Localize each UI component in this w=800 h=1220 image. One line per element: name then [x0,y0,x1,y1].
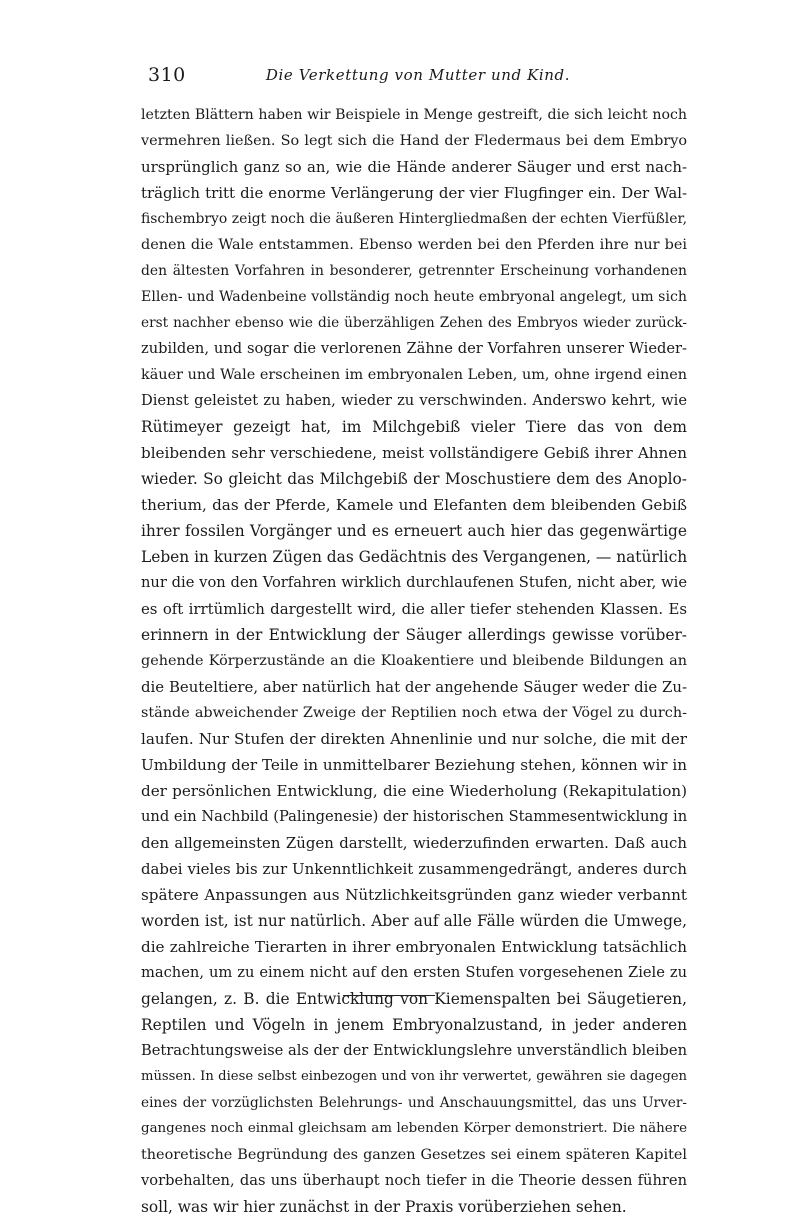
text-line: gangenes noch einmal gleichsam am lebenden Körper demonstriert. Die nähere [141,1121,687,1136]
text-line: laufen. Nur Stufen der direkten Ahnenlinie und nur solche, die mit der [141,730,687,748]
text-line: gelangen, z. B. die Entwicklung von Kiemenspalten bei Säugetieren, [141,990,687,1008]
text-line: gehende Körperzustände an die Kloakentiere und bleibende Bildungen an [141,653,687,669]
text-line: es oft irrtümlich dargestellt wird, die aller tiefer stehenden Klassen. Es [141,600,687,618]
text-line: käuer und Wale erscheinen im embryonalen Leben, um, ohne irgend einen [141,367,687,383]
text-line: und ein Nachbild (Palingenesie) der historischen Stammesentwicklung in [141,808,688,825]
text-line: worden ist, ist nur natürlich. Aber auf alle Fälle würden die Umwege, [141,912,687,930]
page-header [148,64,688,88]
text-line: machen, um zu einem nicht auf den ersten Stufen vorgesehenen Ziele zu [141,964,687,981]
text-line: vermehren ließen. So legt sich die Hand der Fledermaus bei dem Embryo [141,133,687,149]
page-number: 310 [148,64,186,86]
text-line: Ellen- und Wadenbeine vollständig noch heute embryonal angelegt, um sich [141,289,687,305]
text-line: denen die Wale entstammen. Ebenso werden bei den Pferden ihre nur bei [141,237,687,253]
text-line: den ältesten Vorfahren in besonderer, getrennter Erscheinung vorhandenen [141,263,687,279]
text-line: Leben in kurzen Zügen das Gedächtnis des Vergangenen, — natürlich [141,548,688,566]
text-line: erinnern in der Entwicklung der Säuger allerdings gewisse vorüber- [141,626,687,644]
text-line: die Beuteltiere, aber natürlich hat der angehende Säuger weder die Zu- [141,678,687,696]
text-line: wieder. So gleicht das Milchgebiß der Moschustiere dem des Anoplo- [141,470,687,488]
running-title: Die Verkettung von Mutter und Kind. [265,66,571,84]
text-line: Dienst geleistet zu haben, wieder zu verschwinden. Anderswo kehrt, wie [141,392,687,409]
end-rule [343,995,435,996]
text-line: dabei vieles bis zur Unkenntlichkeit zusammengedrängt, anderes durch [141,860,687,878]
text-line: die zahlreiche Tierarten in ihrer embryonalen Entwicklung tatsächlich [141,938,687,956]
text-line: spätere Anpassungen aus Nützlichkeitsgründen ganz wieder verbannt [141,886,687,904]
text-line: soll, was wir hier zunächst in der Praxis vorüberziehen sehen. [141,1198,627,1216]
text-line: vorbehalten, das uns überhaupt noch tiefer in die Theorie dessen führen [141,1172,687,1189]
text-line: letzten Blättern haben wir Beispiele in Menge gestreift, die sich leicht noch [141,107,687,123]
text-line: eines der vorzüglichsten Belehrungs- und Anschauungsmittel, das uns Urver- [141,1095,687,1111]
text-line: erst nachher ebenso wie die überzähligen Zehen des Embryos wieder zurück- [141,315,687,331]
text-line: Betrachtungsweise als der der Entwicklungslehre unverständlich bleiben [141,1042,687,1059]
text-line: bleibenden sehr verschiedene, meist vollständigere Gebiß ihrer Ahnen [141,444,687,462]
text-line: stände abweichender Zweige der Reptilien noch etwa der Vögel zu durch- [141,705,687,721]
text-line: fischembryo zeigt noch die äußeren Hintergliedmaßen der echten Vierfüßler, [141,211,687,227]
text-line: zubilden, und sogar die verlorenen Zähne der Vorfahren unserer Wieder- [141,340,687,357]
text-line: Rütimeyer gezeigt hat, im Milchgebiß vieler Tiere das von dem [141,418,687,436]
body-text [141,102,687,1220]
text-line: therium, das der Pferde, Kamele und Elefanten dem bleibenden Gebiß [141,496,687,514]
text-line: den allgemeinsten Zügen darstellt, wiederzufinden erwarten. Daß auch [141,834,687,852]
text-line: Umbildung der Teile in unmittelbarer Beziehung stehen, können wir in [141,756,687,774]
text-line: Reptilen und Vögeln in jenem Embryonalzustand, in jeder anderen [141,1016,687,1034]
text-line: müssen. In diese selbst einbezogen und von ihr verwertet, gewähren sie dagegen [141,1069,687,1084]
text-line: nur die von den Vorfahren wirklich durchlaufenen Stufen, nicht aber, wie [141,574,687,591]
text-line: träglich tritt die enorme Verlängerung der vier Flugfinger ein. Der Wal- [141,184,687,202]
text-line: der persönlichen Entwicklung, die eine Wiederholung (Rekapitulation) [141,782,687,800]
text-line: ursprünglich ganz so an, wie die Hände anderer Säuger und erst nach- [141,158,687,176]
text-line: ihrer fossilen Vorgänger und es erneuert auch hier das gegenwärtige [141,522,687,540]
text-line: theoretische Begründung des ganzen Gesetzes sei einem späteren Kapitel [141,1147,687,1163]
